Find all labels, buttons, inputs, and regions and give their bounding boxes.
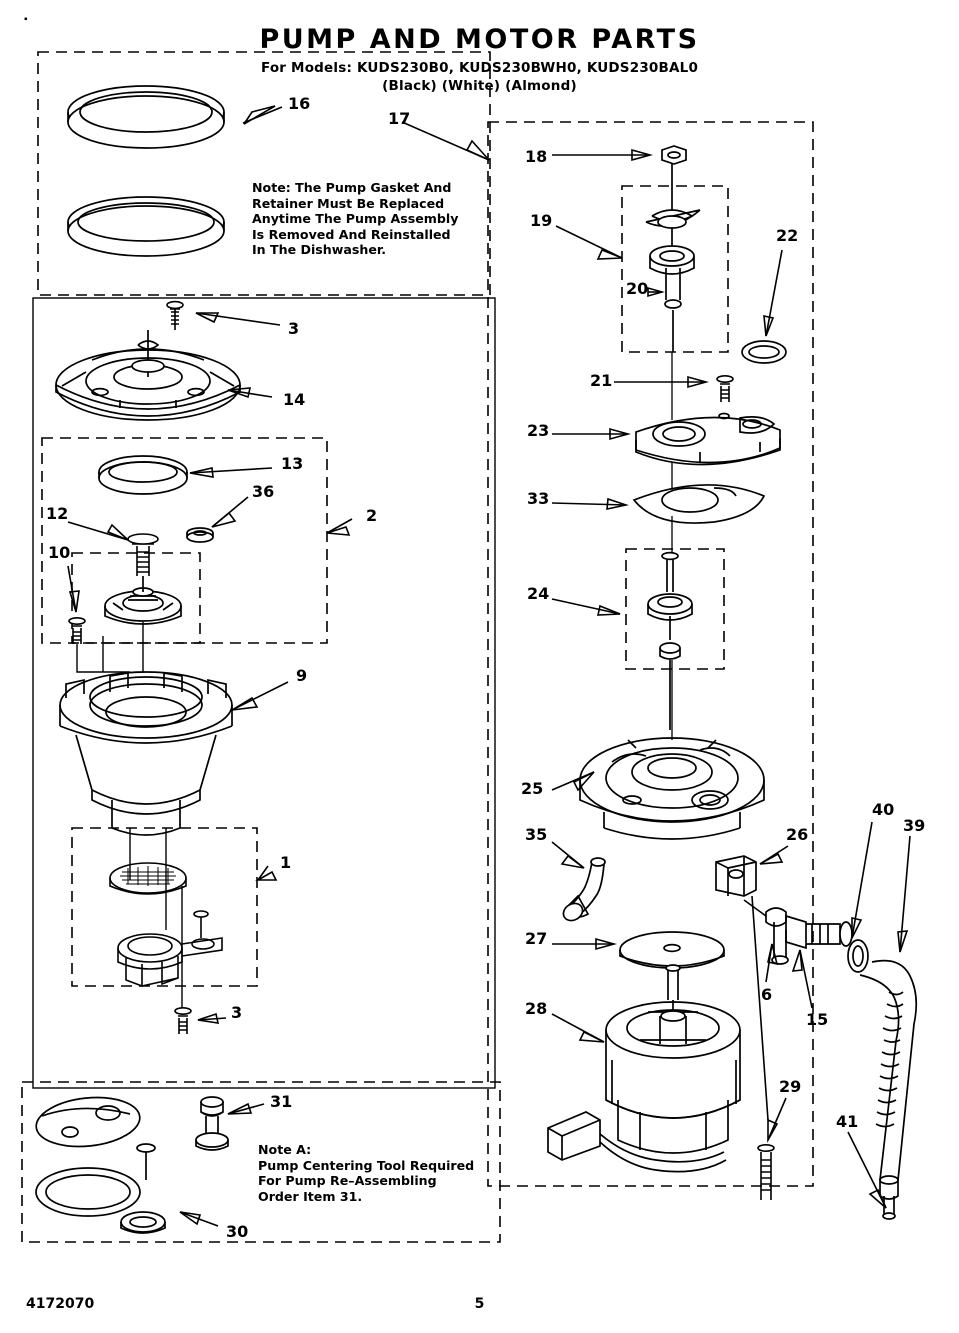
part-12-bolt [128,534,158,576]
callout-13: 13 [281,454,304,473]
group-box-1 [72,828,257,986]
arrow-16 [244,106,275,124]
part-31-centering-tool [196,1097,228,1150]
part-30-gasket-set [34,1093,165,1233]
callout-18: 18 [525,147,548,166]
leader-22 [766,250,782,336]
callout-41: 41 [836,1112,859,1131]
callout-23: 23 [527,421,550,440]
callout-26: 26 [786,825,809,844]
part-26-bracket [716,856,756,896]
part-18-nut [662,146,686,164]
footer-part-number: 4172070 [26,1296,95,1312]
callout-33: 33 [527,489,550,508]
callout-16: 16 [288,94,311,113]
arrow-35 [562,856,584,868]
part-21-screw [717,376,733,402]
page-title: PUMP AND MOTOR PARTS [259,24,700,55]
connector-lines-right [744,896,768,1120]
callout-28: 28 [525,999,548,1018]
callout-15: 15 [806,1010,829,1029]
callout-14: 14 [283,390,306,409]
arrow-15 [793,950,802,971]
part-3-bottom-screw [175,1008,191,1034]
callout-17: 17 [388,109,411,128]
callout-1: 1 [280,853,292,872]
gasket-note-line-3: Anytime The Pump Assembly [252,211,459,226]
part-9-pump-housing [60,672,232,835]
part-19-20-seal-assembly [646,164,700,352]
callout-20: 20 [626,279,649,298]
part-3-top-screw [167,302,183,330]
assembly-connector-lines [130,828,182,1015]
callout-19: 19 [530,211,553,230]
callout-36: 36 [252,482,275,501]
callout-6: 6 [761,985,773,1004]
callout-3-top: 3 [288,319,300,338]
part-2-impeller [105,576,181,624]
callout-31: 31 [270,1092,293,1111]
part-39-drain-hose [860,961,916,1219]
part-33-gasket [634,485,764,523]
callout-35: 35 [525,825,548,844]
callout-21: 21 [590,371,613,390]
models-line-2: (Black) (White) (Almond) [382,78,577,94]
note-a [258,1142,508,1204]
part-27-disc [620,932,724,968]
callout-27: 27 [525,929,548,948]
corner-tick-mark: ▪ [24,14,28,25]
gasket-note-line-5: In The Dishwasher. [252,242,387,257]
part-13-ring [99,456,187,494]
part-25-pump-base [580,738,764,839]
leader-15 [800,950,812,1008]
part-29-bolt [758,1145,774,1200]
leader-40 [852,822,872,938]
arrow-39 [898,931,907,952]
footer-page-number: 5 [474,1296,485,1312]
callout-30: 30 [226,1222,249,1241]
part-22-o-ring [742,341,786,363]
gasket-note [252,180,482,258]
models-line-1: For Models: KUDS230B0, KUDS230BWH0, KUDS230BAL0 [260,60,699,76]
part-28-motor [548,965,740,1172]
callout-9: 9 [296,666,308,685]
note-a-line-2: Pump Centering Tool Required [258,1157,475,1173]
arrow-17 [467,141,489,160]
arrow-36 [212,513,235,527]
callout-25: 25 [521,779,544,798]
callout-12: 12 [46,504,69,523]
group-box-16 [38,52,490,295]
part-14-cover-plate [56,330,240,420]
gasket-note-line-2: Retainer Must Be Replaced [252,195,445,211]
gasket-note-line-1: Note: The Pump Gasket And [252,180,452,195]
arrow-28 [580,1032,604,1042]
callout-40: 40 [872,800,895,819]
callout-22: 22 [776,226,799,245]
callout-24: 24 [527,584,550,603]
part-36-washer [187,528,213,542]
leader-33 [552,503,626,505]
leader-24 [552,599,620,614]
callout-10: 10 [48,543,71,562]
gasket-note-line-4: Is Removed And Reinstalled [252,226,451,242]
callout-3-bottom: 3 [231,1003,243,1022]
part-23-pump-plate [636,414,780,465]
assembly-connector-lines-2 [103,622,143,672]
note-a-line-1: Note A: [258,1142,312,1157]
part-16-gasket-retainer [68,86,224,256]
callout-39: 39 [903,816,926,835]
part-24-impeller-shaft [648,553,692,730]
callout-29: 29 [779,1077,802,1096]
arrow-26 [760,854,782,864]
note-a-line-4: Order Item 31. [258,1188,363,1204]
note-a-line-3: For Pump Re–Assembling [258,1173,437,1188]
callout-2: 2 [366,506,378,525]
